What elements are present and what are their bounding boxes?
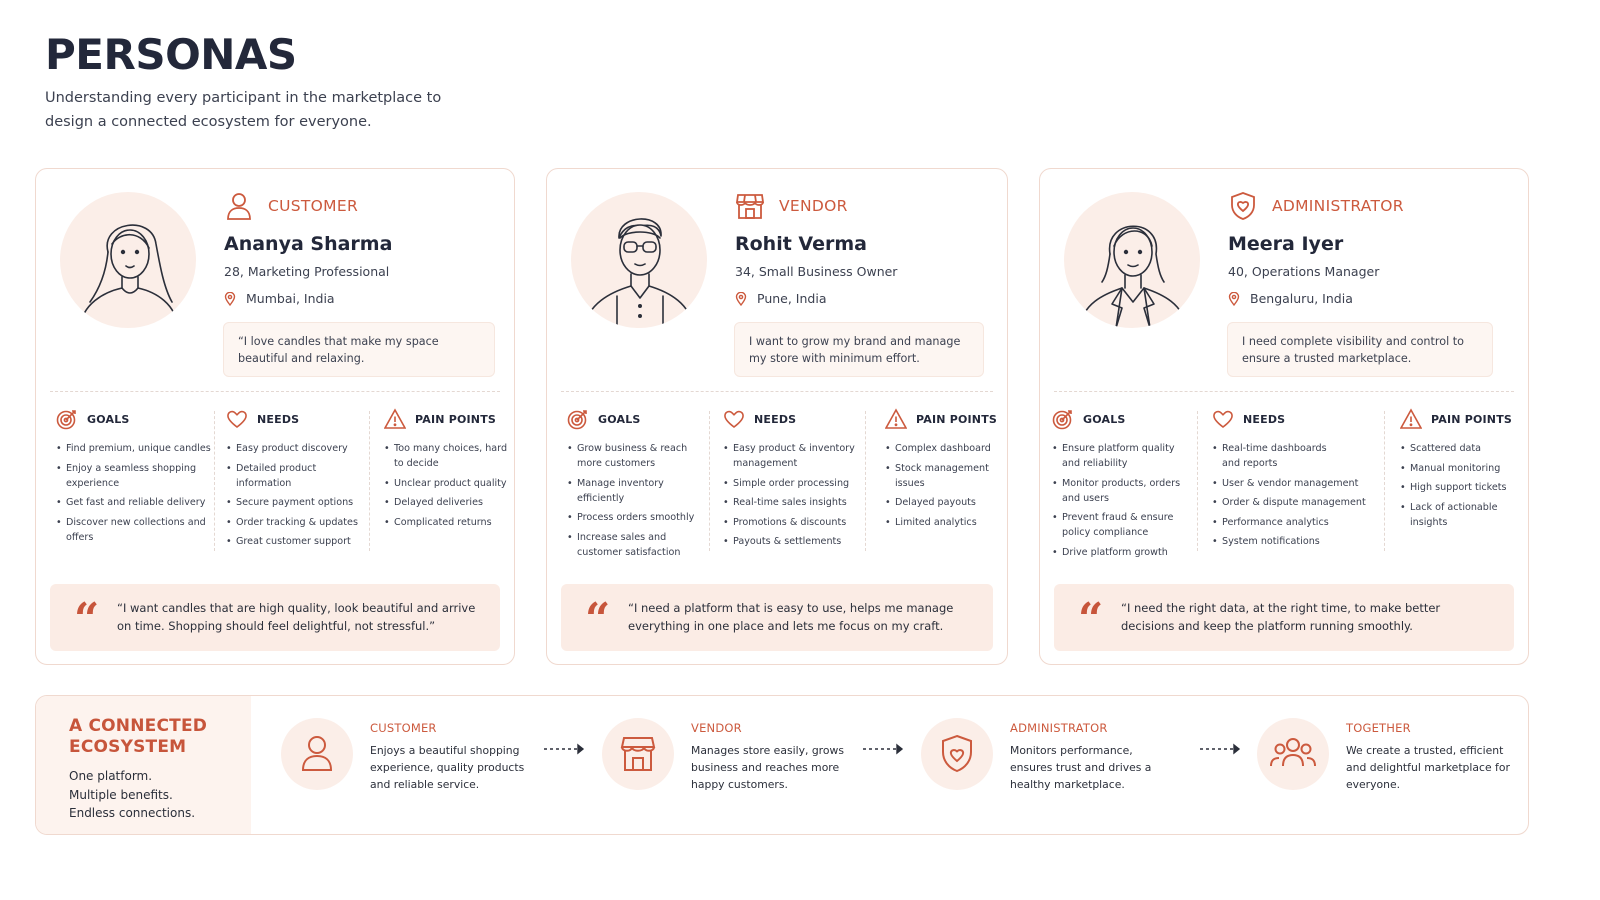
needs-header <box>226 407 366 431</box>
list-item: • Too many choices, hard to decide <box>384 441 512 471</box>
column-divider <box>865 411 866 551</box>
goals-title: GOALS <box>87 412 130 426</box>
list-item: • Performance analytics <box>1212 515 1384 530</box>
list-item: • Manual monitoring <box>1400 461 1518 476</box>
store-icon <box>735 191 765 221</box>
persona-meta: 28, Marketing Professional <box>224 264 390 279</box>
goals-header <box>1052 407 1194 431</box>
ecosystem-step-administrator <box>921 696 1181 835</box>
arrow-right-icon <box>861 742 905 756</box>
location-text: Bengaluru, India <box>1250 291 1353 306</box>
needs-header <box>723 407 861 431</box>
goals-column <box>567 407 707 564</box>
persona-meta: 40, Operations Manager <box>1228 264 1380 279</box>
step-title: CUSTOMER <box>370 721 437 735</box>
tagline-line: One platform. <box>69 769 153 783</box>
list-item: • Find premium, unique candles <box>56 441 214 456</box>
short-quote: I want to grow my brand and manage my store with minimum effort. <box>734 322 984 377</box>
needs-title: NEEDS <box>1243 412 1286 426</box>
quote-mark-icon: “ <box>1078 594 1104 645</box>
role-label: ADMINISTRATOR <box>1272 197 1404 215</box>
role-label: CUSTOMER <box>268 197 359 215</box>
heart-icon <box>226 408 248 430</box>
persona-quote-text: “I need a platform that is easy to use, helps me manage everything in one place and lets me focus on my craft. <box>628 601 954 633</box>
pain-points-header <box>885 407 1005 431</box>
store-icon <box>602 718 674 790</box>
location-pin-icon <box>224 292 236 306</box>
column-divider <box>709 411 710 551</box>
divider <box>561 391 993 392</box>
persona-card-administrator <box>1039 168 1529 665</box>
persona-name: Rohit Verma <box>735 233 867 255</box>
needs-header <box>1212 407 1384 431</box>
list-item: • Drive platform growth <box>1052 545 1194 560</box>
list-item: • Secure payment options <box>226 495 366 510</box>
list-item: • Prevent fraud & ensure policy compliance <box>1052 510 1194 540</box>
people-group-icon <box>1257 718 1329 790</box>
step-text: We create a trusted, efficient and delightful marketplace for everyone. <box>1346 744 1510 791</box>
avatar-vendor <box>571 192 707 328</box>
arrow-right-icon <box>542 742 586 756</box>
shield-icon <box>921 718 993 790</box>
persona-location <box>1228 291 1353 306</box>
divider <box>1054 391 1514 392</box>
list-item: • Payouts & settlements <box>723 534 861 549</box>
heart-icon <box>1212 408 1234 430</box>
user-icon <box>224 191 254 221</box>
quote-mark-icon: “ <box>74 594 100 645</box>
step-title: ADMINISTRATOR <box>1010 721 1108 735</box>
persona-quote <box>50 584 500 651</box>
list-item: • Unclear product quality <box>384 476 512 491</box>
heart-icon <box>723 408 745 430</box>
persona-quote <box>561 584 993 651</box>
step-text: Enjoys a beautiful shopping experience, quality products and reliable service. <box>370 744 525 791</box>
tagline-line: Endless connections. <box>69 806 196 820</box>
persona-name: Ananya Sharma <box>224 233 393 255</box>
role-row <box>1228 189 1404 223</box>
list-item: • Easy product discovery <box>226 441 366 456</box>
warning-icon <box>1400 408 1422 430</box>
persona-meta: 34, Small Business Owner <box>735 264 898 279</box>
ecosystem-tagline <box>69 767 195 823</box>
arrow-right-icon <box>1198 742 1242 756</box>
role-row <box>735 189 848 223</box>
persona-location <box>735 291 826 306</box>
column-divider <box>1384 411 1385 551</box>
list-item: • Get fast and reliable delivery <box>56 495 214 510</box>
location-pin-icon <box>735 292 747 306</box>
step-text: Manages store easily, grows business and reaches more happy customers. <box>691 744 844 791</box>
goals-header <box>567 407 707 431</box>
avatar-administrator <box>1064 192 1200 328</box>
persona-name: Meera Iyer <box>1228 233 1344 255</box>
list-item: • Detailed product information <box>226 461 366 491</box>
warning-icon <box>384 408 406 430</box>
persona-quote-text: “I want candles that are high quality, look beautiful and arrive on time. Shopping should feel delightful, not stressful.” <box>117 601 476 633</box>
list-item: • Complicated returns <box>384 515 512 530</box>
needs-column <box>226 407 366 554</box>
page-subtitle: Understanding every participant in the marketplace to design a connected ecosystem for everyone. <box>45 90 442 130</box>
role-row <box>224 189 358 223</box>
ecosystem-panel <box>35 695 1529 835</box>
goals-column <box>56 407 214 549</box>
location-text: Mumbai, India <box>246 291 335 306</box>
ecosystem-step-customer <box>281 696 541 835</box>
target-icon <box>56 408 78 430</box>
column-divider <box>214 411 215 551</box>
list-item: • Stock management issues <box>885 461 1005 491</box>
step-title: TOGETHER <box>1346 721 1411 735</box>
location-pin-icon <box>1228 292 1240 306</box>
list-item: • Order tracking & updates <box>226 515 366 530</box>
list-item: • Enjoy a seamless shopping experience <box>56 461 214 491</box>
pain-points-title: PAIN POINTS <box>1431 412 1513 426</box>
shield-icon <box>1228 191 1258 221</box>
list-item: • High support tickets <box>1400 480 1518 495</box>
needs-title: NEEDS <box>257 412 300 426</box>
pain-points-title: PAIN POINTS <box>916 412 998 426</box>
list-item: • Grow business & reach more customers <box>567 441 707 471</box>
column-divider <box>369 411 370 551</box>
avatar-customer <box>60 192 196 328</box>
list-item: • System notifications <box>1212 534 1384 549</box>
goals-title: GOALS <box>598 412 641 426</box>
list-item: • Process orders smoothly <box>567 510 707 525</box>
tagline-line: Multiple benefits. <box>69 787 173 802</box>
step-text: Monitors performance, ensures trust and drives a healthy marketplace. <box>1010 744 1152 791</box>
persona-card-customer <box>35 168 515 665</box>
list-item: • Discover new collections and offers <box>56 515 214 545</box>
goals-header <box>56 407 214 431</box>
role-label: VENDOR <box>779 197 848 215</box>
user-icon <box>281 718 353 790</box>
list-item: • Scattered data <box>1400 441 1518 456</box>
list-item: • User & vendor management <box>1212 476 1384 491</box>
persona-card-vendor <box>546 168 1008 665</box>
list-item: • Simple order processing <box>723 476 861 491</box>
list-item: • Monitor products, orders and users <box>1052 476 1194 506</box>
pain-points-title: PAIN POINTS <box>415 412 497 426</box>
target-icon <box>1052 408 1074 430</box>
list-item: • Order & dispute management <box>1212 495 1384 510</box>
pain-points-column <box>885 407 1005 534</box>
list-item: • Great customer support <box>226 534 366 549</box>
list-item: • Promotions & discounts <box>723 515 861 530</box>
short-quote: I need complete visibility and control to ensure a trusted marketplace. <box>1227 322 1493 377</box>
list-item: • Easy product & inventory management <box>723 441 861 471</box>
needs-column <box>723 407 861 554</box>
ecosystem-step-together <box>1257 696 1522 835</box>
persona-quote-text: “I need the right data, at the right time, to make better decisions and keep the platform running smoothly. <box>1121 601 1441 633</box>
step-title: VENDOR <box>691 721 742 735</box>
ecosystem-step-vendor <box>602 696 862 835</box>
pain-points-header <box>384 407 512 431</box>
column-divider <box>1197 411 1198 551</box>
divider <box>50 391 500 392</box>
list-item: • Increase sales and customer satisfaction <box>567 530 707 560</box>
page-title: PERSONAS <box>45 30 297 79</box>
persona-location <box>224 291 335 306</box>
ecosystem-intro <box>36 696 251 835</box>
pain-points-header <box>1400 407 1518 431</box>
short-quote: “I love candles that make my space beautiful and relaxing. <box>223 322 495 377</box>
location-text: Pune, India <box>757 291 827 306</box>
list-item: • Real-time sales insights <box>723 495 861 510</box>
list-item: • Manage inventory efficiently <box>567 476 707 506</box>
list-item: • Lack of actionable insights <box>1400 500 1518 530</box>
warning-icon <box>885 408 907 430</box>
needs-column <box>1212 407 1384 554</box>
persona-quote <box>1054 584 1514 651</box>
target-icon <box>567 408 589 430</box>
needs-title: NEEDS <box>754 412 797 426</box>
list-item: • Real-time dashboards and reports <box>1212 441 1337 471</box>
goals-column <box>1052 407 1194 564</box>
list-item: • Limited analytics <box>885 515 1005 530</box>
list-item: • Complex dashboard <box>885 441 1005 456</box>
goals-title: GOALS <box>1083 412 1126 426</box>
list-item: • Delayed deliveries <box>384 495 512 510</box>
ecosystem-title: A CONNECTED ECOSYSTEM <box>69 716 208 757</box>
quote-mark-icon: “ <box>585 594 611 645</box>
pain-points-column <box>1400 407 1518 534</box>
list-item: • Ensure platform quality and reliability <box>1052 441 1194 471</box>
list-item: • Delayed payouts <box>885 495 1005 510</box>
pain-points-column <box>384 407 512 534</box>
